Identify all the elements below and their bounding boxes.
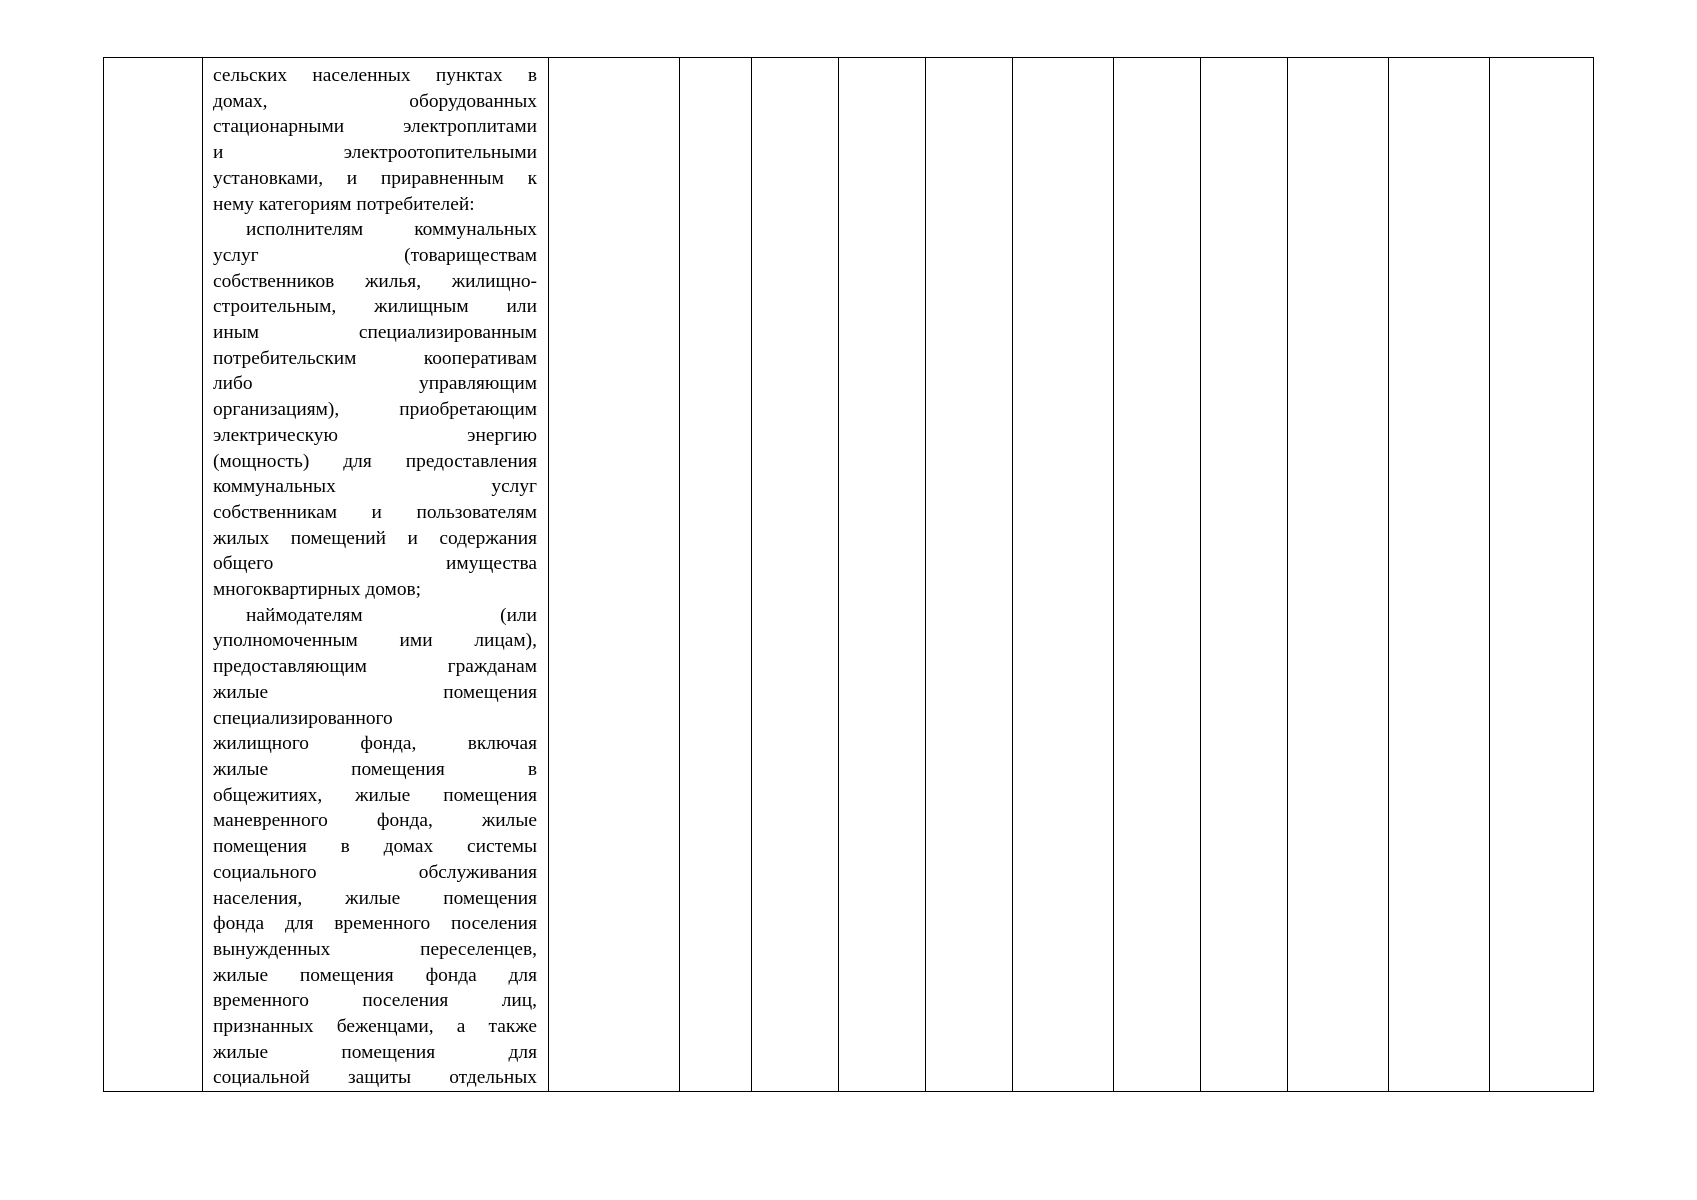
description-text — [213, 63, 537, 1091]
text-line: наймодателям (или — [246, 604, 537, 626]
text-line: собственникам и пользователям — [213, 501, 537, 523]
text-line: фонда для временного поселения — [213, 913, 537, 935]
table-cell-number — [104, 58, 203, 1092]
text-line: социальной защиты отдельных — [213, 1067, 537, 1089]
text-line: жилые помещения фонда для — [213, 964, 537, 986]
table-cell-empty — [926, 58, 1013, 1092]
text-line: временного поселения лиц, — [213, 990, 537, 1012]
table-cell-empty — [1114, 58, 1201, 1092]
text-line: либо управляющим — [213, 373, 537, 395]
text-line: (мощность) для предоставления — [213, 450, 537, 472]
text-line: иным специализированным — [213, 322, 537, 344]
text-line: сельских населенных пунктах в — [213, 65, 537, 86]
table-cell-empty — [1201, 58, 1288, 1092]
text-line: признанных беженцами, а также — [213, 1016, 537, 1038]
table-cell-empty — [549, 58, 680, 1092]
table-cell-empty — [1013, 58, 1114, 1092]
table-cell-empty — [752, 58, 839, 1092]
text-line: уполномоченным ими лицам), — [213, 630, 537, 652]
text-line: и электроотопительными — [213, 142, 537, 164]
text-line: исполнителям коммунальных — [246, 219, 537, 241]
table-cell-empty — [1389, 58, 1490, 1092]
data-table — [103, 57, 1594, 1092]
text-line: домах, оборудованных — [213, 90, 537, 112]
text-line: строительным, жилищным или — [213, 296, 537, 318]
text-line: жилищного фонда, включая — [213, 733, 537, 755]
table-row — [104, 58, 1594, 1092]
text-line: организациям), приобретающим — [213, 399, 537, 421]
text-line: жилых помещений и содержания — [213, 527, 537, 549]
text-line: предоставляющим гражданам — [213, 656, 537, 678]
table-cell-empty — [680, 58, 752, 1092]
text-line: стационарными электроплитами — [213, 116, 537, 138]
table-cell-empty — [839, 58, 926, 1092]
table-cell-description — [203, 58, 549, 1092]
table-cell-empty — [1288, 58, 1389, 1092]
text-line: установками, и приравненным к — [213, 167, 537, 189]
text-line: многоквартирных домов; — [213, 579, 422, 601]
text-line: электрическую энергию — [213, 424, 537, 446]
table-cell-empty — [1490, 58, 1594, 1092]
text-line: потребительским кооперативам — [213, 347, 537, 369]
text-line: жилые помещения — [213, 681, 537, 703]
text-line: специализированного — [213, 707, 393, 729]
text-line: жилые помещения в — [213, 758, 537, 780]
text-line: жилые помещения для — [213, 1041, 537, 1063]
text-line: коммунальных услуг — [213, 476, 537, 498]
text-line: вынужденных переселенцев, — [213, 938, 537, 960]
text-line: нему категориям потребителей: — [213, 193, 475, 215]
text-line: маневренного фонда, жилые — [213, 810, 537, 832]
text-line: собственников жилья, жилищно- — [213, 270, 537, 292]
text-line: общего имущества — [213, 553, 537, 575]
text-line: услуг (товариществам — [213, 244, 537, 266]
text-line: населения, жилые помещения — [213, 887, 537, 909]
text-line: общежитиях, жилые помещения — [213, 784, 537, 806]
text-line: социального обслуживания — [213, 861, 537, 883]
text-line: помещения в домах системы — [213, 836, 537, 858]
